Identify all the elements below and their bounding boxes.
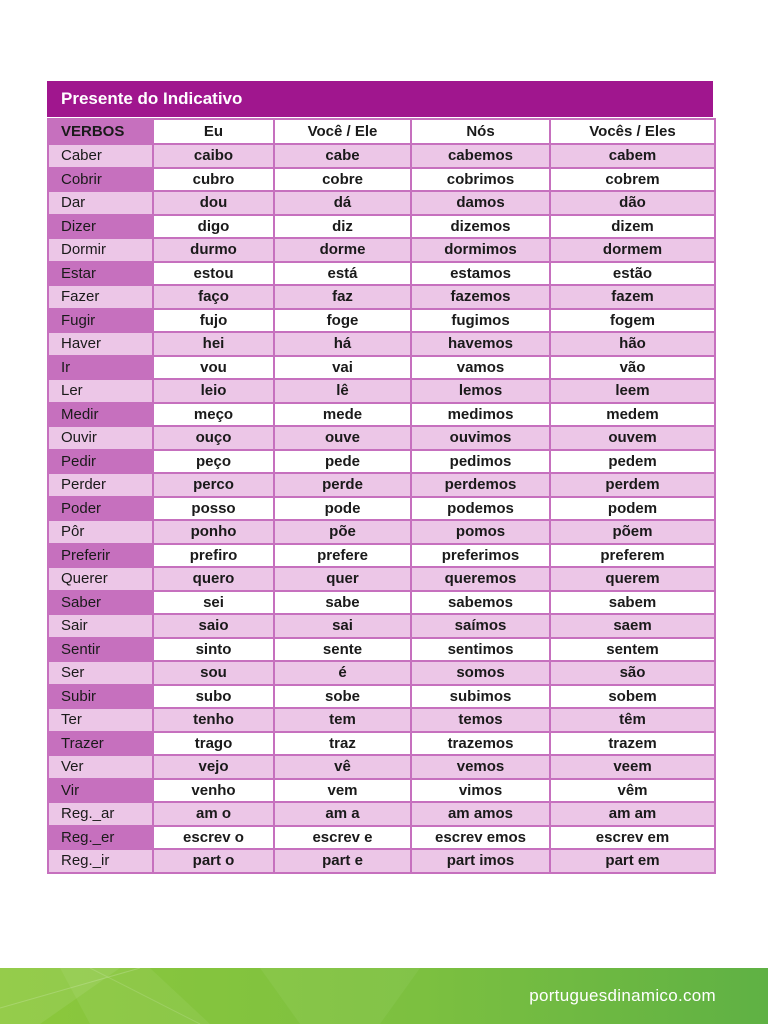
conjugation-cell: podemos [411, 497, 550, 521]
table-row [48, 661, 715, 685]
conjugation-cell: durmo [153, 238, 274, 262]
conjugation-cell: põem [550, 520, 715, 544]
table-row [48, 309, 715, 333]
conjugation-cell: caibo [153, 144, 274, 168]
conjugation-cell: há [274, 332, 411, 356]
conjugation-cell: são [550, 661, 715, 685]
conjugation-cell: veem [550, 755, 715, 779]
conjugation-cell: dizem [550, 215, 715, 239]
conjugation-cell: perde [274, 473, 411, 497]
conjugation-cell: part imos [411, 849, 550, 873]
conjugation-table [47, 118, 716, 874]
verb-cell: Dormir [48, 238, 153, 262]
conjugation-cell: am amos [411, 802, 550, 826]
verb-cell: Ir [48, 356, 153, 380]
verb-cell: Vir [48, 779, 153, 803]
conjugation-cell: escrev em [550, 826, 715, 850]
conjugation-cell: dormimos [411, 238, 550, 262]
table-row [48, 426, 715, 450]
conjugation-cell: havemos [411, 332, 550, 356]
conjugation-cell: dorme [274, 238, 411, 262]
conjugation-cell: leem [550, 379, 715, 403]
header-voce-ele: Você / Ele [274, 119, 411, 144]
conjugation-cell: medem [550, 403, 715, 427]
conjugation-cell: digo [153, 215, 274, 239]
conjugation-cell: tem [274, 708, 411, 732]
conjugation-cell: posso [153, 497, 274, 521]
conjugation-cell: foge [274, 309, 411, 333]
conjugation-cell: escrev emos [411, 826, 550, 850]
verb-cell: Preferir [48, 544, 153, 568]
conjugation-cell: sai [274, 614, 411, 638]
conjugation-cell: trazem [550, 732, 715, 756]
conjugation-cell: quero [153, 567, 274, 591]
conjugation-cell: somos [411, 661, 550, 685]
verb-cell: Perder [48, 473, 153, 497]
conjugation-cell: cabem [550, 144, 715, 168]
table-row [48, 285, 715, 309]
verb-cell: Ser [48, 661, 153, 685]
conjugation-cell: tenho [153, 708, 274, 732]
conjugation-cell: cabe [274, 144, 411, 168]
conjugation-cell: têm [550, 708, 715, 732]
header-verbs: VERBOS [48, 119, 153, 144]
conjugation-cell: medimos [411, 403, 550, 427]
conjugation-cell: meço [153, 403, 274, 427]
verb-cell: Pôr [48, 520, 153, 544]
conjugation-cell: vamos [411, 356, 550, 380]
conjugation-cell: saem [550, 614, 715, 638]
table-row [48, 732, 715, 756]
conjugation-cell: vai [274, 356, 411, 380]
conjugation-cell: dormem [550, 238, 715, 262]
footer-website[interactable]: portuguesdinamico.com [529, 986, 716, 1005]
conjugation-cell: pedem [550, 450, 715, 474]
conjugation-cell: cobre [274, 168, 411, 192]
conjugation-cell: trago [153, 732, 274, 756]
table-body [48, 144, 715, 873]
conjugation-cell: part em [550, 849, 715, 873]
table-title-bar [47, 81, 713, 117]
conjugation-cell: am am [550, 802, 715, 826]
conjugation-cell: pode [274, 497, 411, 521]
verb-cell: Sair [48, 614, 153, 638]
verb-cell: Reg._er [48, 826, 153, 850]
conjugation-cell: subimos [411, 685, 550, 709]
conjugation-cell: am a [274, 802, 411, 826]
table-row [48, 755, 715, 779]
conjugation-cell: sou [153, 661, 274, 685]
verb-cell: Dizer [48, 215, 153, 239]
conjugation-cell: sabemos [411, 591, 550, 615]
conjugation-cell: está [274, 262, 411, 286]
conjugation-cell: estou [153, 262, 274, 286]
table-row [48, 191, 715, 215]
conjugation-cell: sentimos [411, 638, 550, 662]
conjugation-cell: diz [274, 215, 411, 239]
table-title: Presente do Indicativo [61, 89, 243, 108]
conjugation-cell: vejo [153, 755, 274, 779]
conjugation-cell: fazem [550, 285, 715, 309]
table-row [48, 403, 715, 427]
conjugation-cell: venho [153, 779, 274, 803]
conjugation-cell: quer [274, 567, 411, 591]
conjugation-cell: vão [550, 356, 715, 380]
table-row [48, 802, 715, 826]
conjugation-cell: dão [550, 191, 715, 215]
conjugation-cell: cubro [153, 168, 274, 192]
verb-cell: Ter [48, 708, 153, 732]
verb-cell: Medir [48, 403, 153, 427]
table-row [48, 332, 715, 356]
conjugation-cell: trazemos [411, 732, 550, 756]
header-row [48, 119, 715, 144]
table-row [48, 450, 715, 474]
table-row [48, 708, 715, 732]
table-row [48, 168, 715, 192]
conjugation-cell: vê [274, 755, 411, 779]
conjugation-cell: sinto [153, 638, 274, 662]
verb-cell: Ouvir [48, 426, 153, 450]
table-row [48, 379, 715, 403]
table-row [48, 520, 715, 544]
conjugation-cell: ouvem [550, 426, 715, 450]
verb-cell: Pedir [48, 450, 153, 474]
conjugation-cell: escrev o [153, 826, 274, 850]
conjugation-cell: perdem [550, 473, 715, 497]
verb-cell: Poder [48, 497, 153, 521]
table-row [48, 144, 715, 168]
table-row [48, 544, 715, 568]
conjugation-cell: sabem [550, 591, 715, 615]
conjugation-cell: fujo [153, 309, 274, 333]
verb-cell: Querer [48, 567, 153, 591]
conjugation-cell: sobem [550, 685, 715, 709]
verb-cell: Cobrir [48, 168, 153, 192]
verb-cell: Sentir [48, 638, 153, 662]
verb-cell: Fazer [48, 285, 153, 309]
conjugation-cell: fogem [550, 309, 715, 333]
verb-cell: Ler [48, 379, 153, 403]
verb-cell: Saber [48, 591, 153, 615]
verb-cell: Estar [48, 262, 153, 286]
table-row [48, 826, 715, 850]
table-row [48, 262, 715, 286]
conjugation-cell: perco [153, 473, 274, 497]
table-row [48, 614, 715, 638]
verb-cell: Reg._ir [48, 849, 153, 873]
conjugation-cell: peço [153, 450, 274, 474]
header-eu: Eu [153, 119, 274, 144]
conjugation-cell: querem [550, 567, 715, 591]
conjugation-cell: dou [153, 191, 274, 215]
conjugation-cell: hão [550, 332, 715, 356]
conjugation-cell: prefiro [153, 544, 274, 568]
conjugation-cell: ouve [274, 426, 411, 450]
conjugation-cell: sentem [550, 638, 715, 662]
verb-cell: Caber [48, 144, 153, 168]
conjugation-cell: é [274, 661, 411, 685]
conjugation-cell: perdemos [411, 473, 550, 497]
verb-cell: Subir [48, 685, 153, 709]
table-row [48, 356, 715, 380]
conjugation-cell: mede [274, 403, 411, 427]
conjugation-cell: vem [274, 779, 411, 803]
conjugation-cell: ouço [153, 426, 274, 450]
conjugation-cell: vemos [411, 755, 550, 779]
table-row [48, 685, 715, 709]
conjugation-cell: saio [153, 614, 274, 638]
conjugation-cell: preferem [550, 544, 715, 568]
conjugation-cell: cobrimos [411, 168, 550, 192]
conjugation-cell: lemos [411, 379, 550, 403]
header-nos: Nós [411, 119, 550, 144]
table-row [48, 638, 715, 662]
verb-cell: Trazer [48, 732, 153, 756]
conjugation-cell: vimos [411, 779, 550, 803]
conjugation-cell: vou [153, 356, 274, 380]
verb-cell: Dar [48, 191, 153, 215]
conjugation-cell: dizemos [411, 215, 550, 239]
conjugation-cell: prefere [274, 544, 411, 568]
conjugation-cell: vêm [550, 779, 715, 803]
conjugation-cell: am o [153, 802, 274, 826]
table-row [48, 215, 715, 239]
conjugation-cell: faz [274, 285, 411, 309]
conjugation-cell: cabemos [411, 144, 550, 168]
conjugation-cell: fazemos [411, 285, 550, 309]
conjugation-cell: ouvimos [411, 426, 550, 450]
verb-cell: Reg._ar [48, 802, 153, 826]
conjugation-cell: damos [411, 191, 550, 215]
conjugation-cell: preferimos [411, 544, 550, 568]
conjugation-cell: temos [411, 708, 550, 732]
conjugation-cell: sente [274, 638, 411, 662]
table-row [48, 497, 715, 521]
header-voces-eles: Vocês / Eles [550, 119, 715, 144]
conjugation-cell: dá [274, 191, 411, 215]
conjugation-cell: traz [274, 732, 411, 756]
footer-band [0, 968, 768, 1024]
verb-cell: Fugir [48, 309, 153, 333]
conjugation-cell: queremos [411, 567, 550, 591]
conjugation-cell: pede [274, 450, 411, 474]
conjugation-cell: faço [153, 285, 274, 309]
conjugation-cell: estão [550, 262, 715, 286]
conjugation-cell: fugimos [411, 309, 550, 333]
table-row [48, 567, 715, 591]
conjugation-cell: pomos [411, 520, 550, 544]
conjugation-cell: sobe [274, 685, 411, 709]
conjugation-cell: part o [153, 849, 274, 873]
conjugation-cell: sei [153, 591, 274, 615]
conjugation-cell: saímos [411, 614, 550, 638]
conjugation-cell: part e [274, 849, 411, 873]
verb-cell: Haver [48, 332, 153, 356]
conjugation-cell: põe [274, 520, 411, 544]
conjugation-cell: subo [153, 685, 274, 709]
table-row [48, 591, 715, 615]
conjugation-cell: hei [153, 332, 274, 356]
conjugation-cell: ponho [153, 520, 274, 544]
table-row [48, 779, 715, 803]
table-row [48, 849, 715, 873]
conjugation-cell: pedimos [411, 450, 550, 474]
conjugation-cell: lê [274, 379, 411, 403]
conjugation-cell: cobrem [550, 168, 715, 192]
table-row [48, 238, 715, 262]
table-row [48, 473, 715, 497]
conjugation-cell: leio [153, 379, 274, 403]
verb-cell: Ver [48, 755, 153, 779]
conjugation-cell: sabe [274, 591, 411, 615]
conjugation-cell: podem [550, 497, 715, 521]
conjugation-cell: escrev e [274, 826, 411, 850]
conjugation-cell: estamos [411, 262, 550, 286]
